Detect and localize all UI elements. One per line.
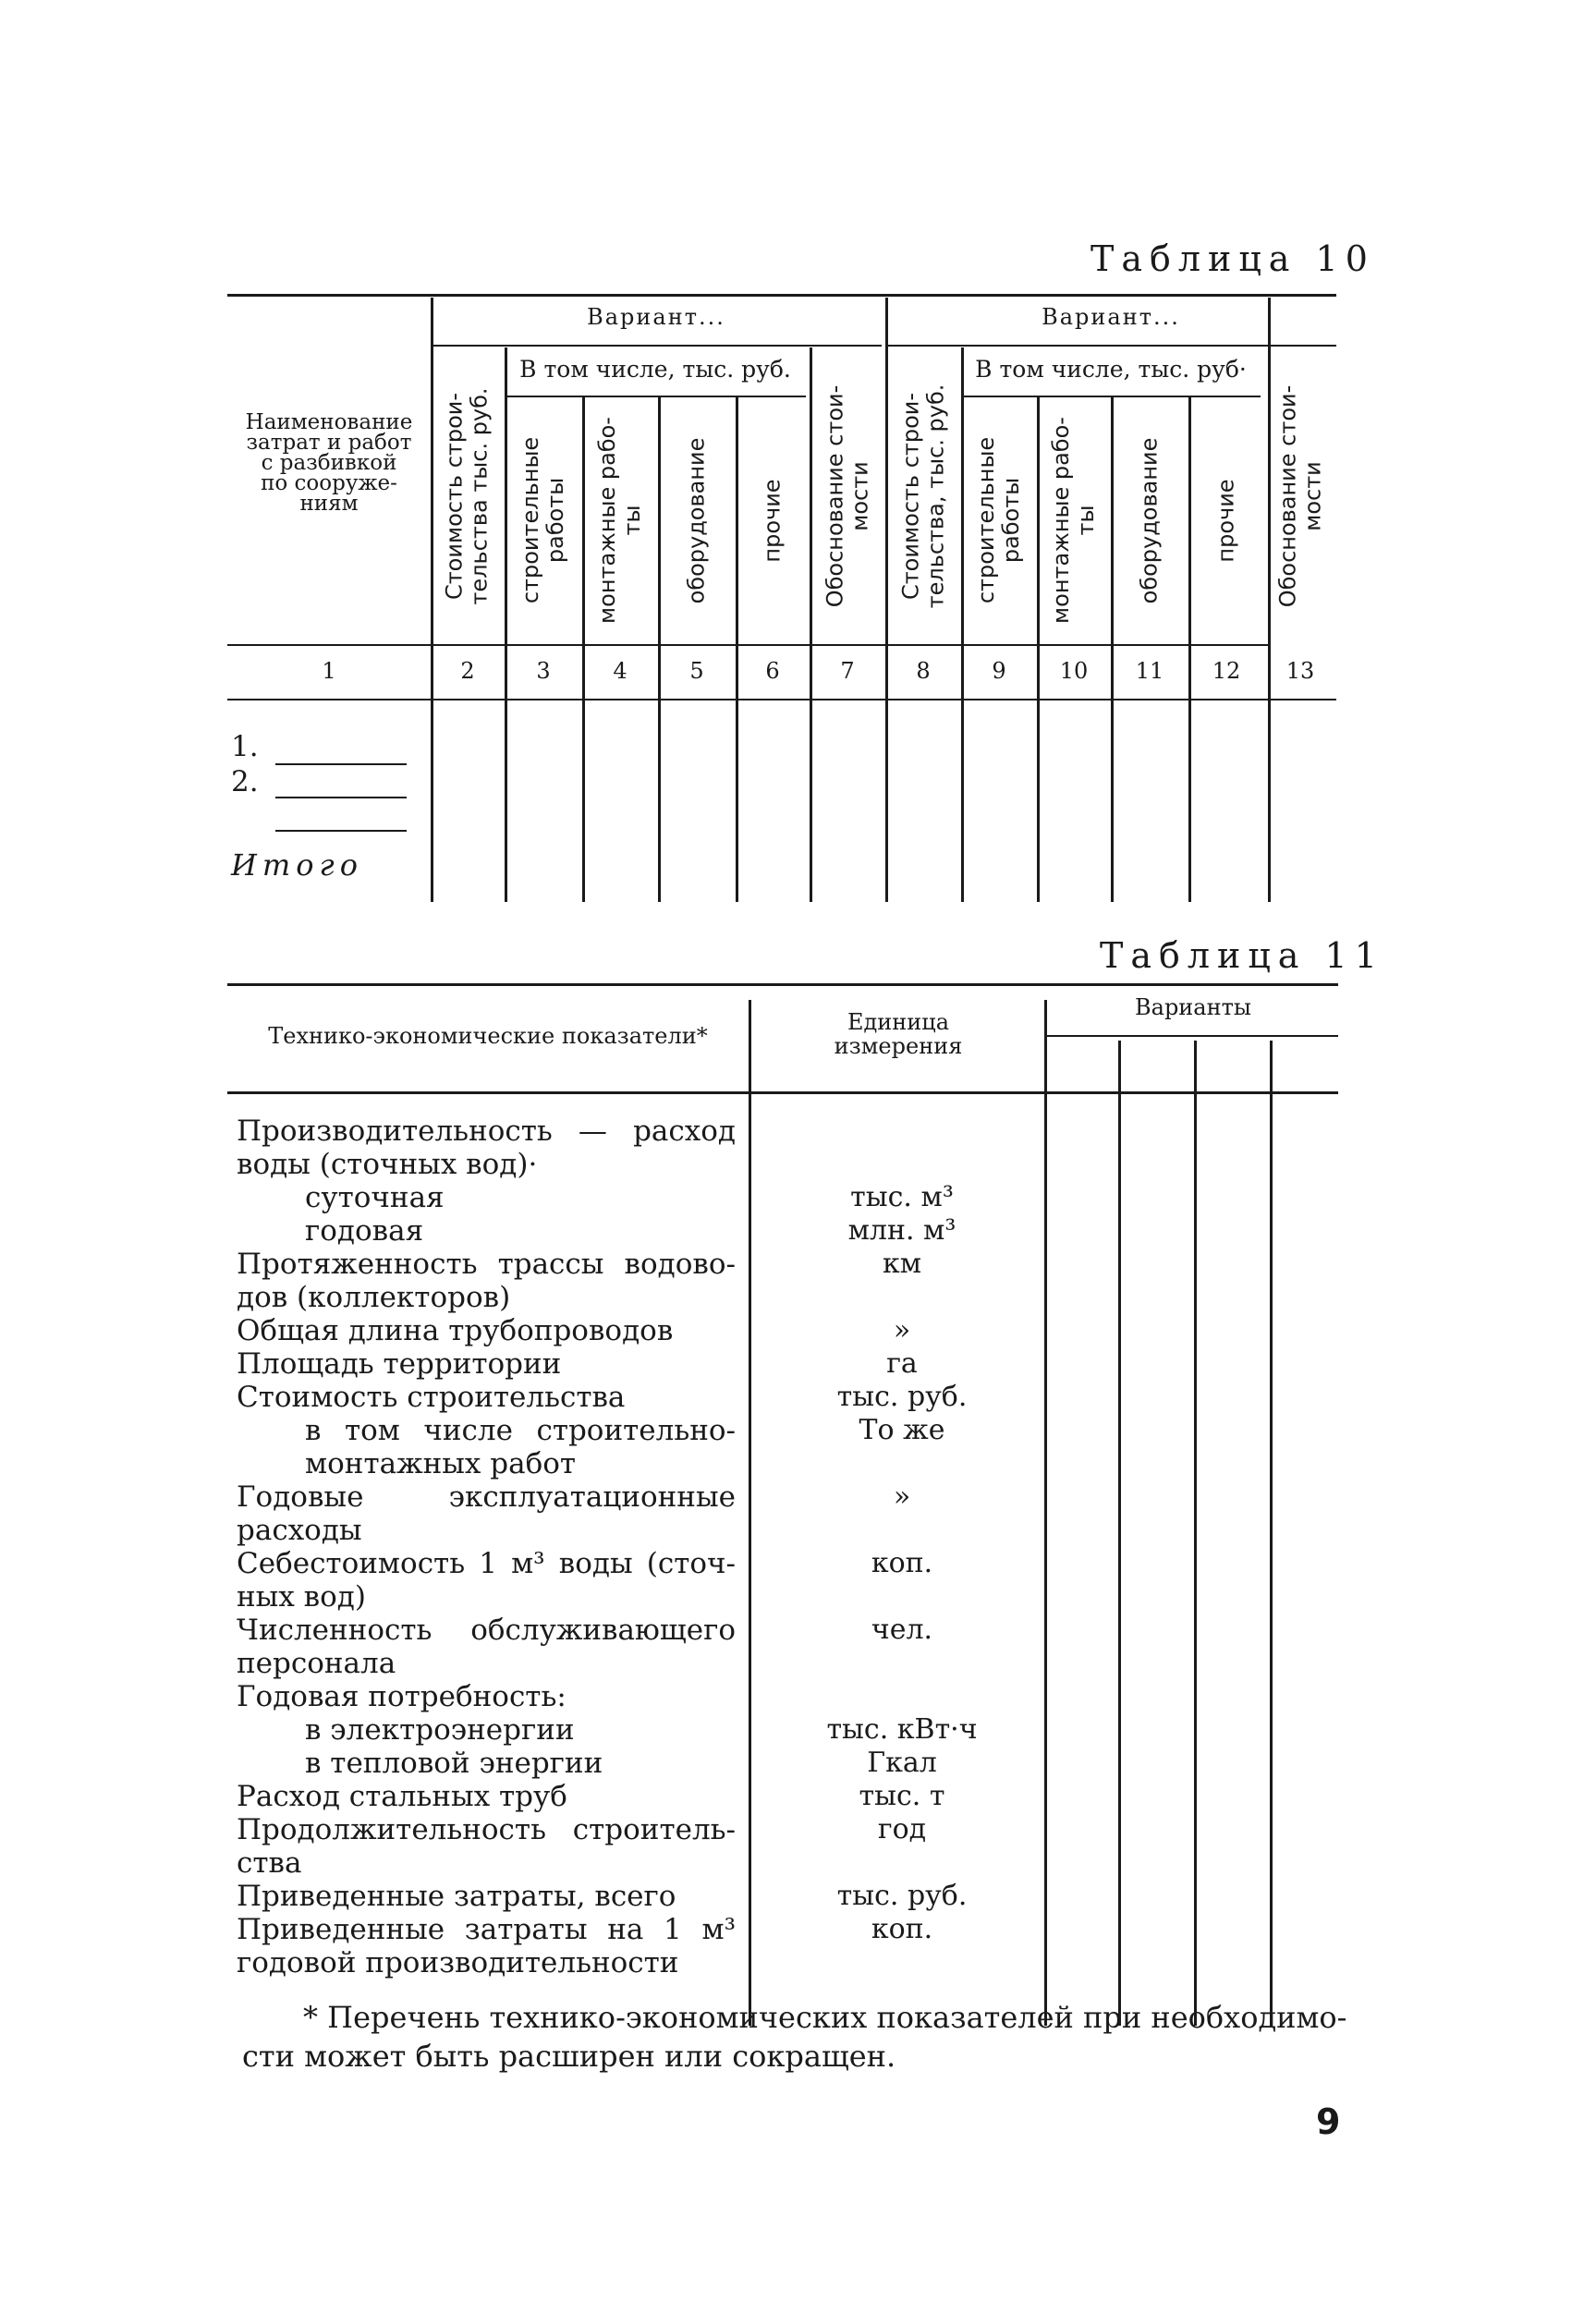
t11-unit-text: То же [859,1414,945,1446]
t10-col-header-line: мости [1299,461,1326,531]
t10-col-header-5 [658,399,736,641]
t10-name-header [227,412,431,514]
footnote-line: сти может быть расширен или сокращен. [242,2039,896,2074]
t10-col-header-line: Стоимость строи- [442,392,469,601]
t11-indicator-text: расходы [237,1514,362,1547]
t11-header-bottom-rule [227,1091,1338,1094]
t10-col-header-13 [1264,351,1336,641]
t11-indicator-text: Расход стальных труб [237,1780,567,1813]
t11-vline-v1 [1118,1041,1121,2026]
t10-col-header-line: строительные [518,436,544,604]
t10-col-header-line: монтажные рабо- [594,417,621,624]
t10-col-number: 10 [1059,658,1089,684]
footnote [242,1998,1347,2076]
t10-vline [582,397,585,902]
t10-top-rule [227,294,1336,297]
t11-unit-text: тыс. т [859,1780,945,1812]
t11-indicator-text: в электроэнергии [305,1713,575,1747]
t10-col-header-line: работы [542,477,569,564]
t11-unit-text: тыс. кВт·ч [826,1713,978,1746]
t11-vline-v2 [1194,1041,1197,2026]
t10-vline [658,397,661,902]
t10-incl1-rule [505,396,806,397]
t11-indicator-text: Площадь территории [237,1347,562,1381]
t11-unit-text: тыс. м³ [850,1181,954,1213]
name-header-line: затрат и работ [246,431,412,455]
t11-indicator-text: Приведенные затраты, всего [237,1880,676,1913]
t10-col-header-line: тельства, тыс. руб. [922,384,949,609]
t11-unit-text: коп. [871,1547,933,1579]
t10-col-header-3 [505,399,582,641]
t11-variants-rule [1044,1035,1338,1037]
t10-col-number: 8 [916,658,931,684]
t11-indicator-text: Стоимость строительства [237,1381,626,1414]
t10-col-header-2 [431,351,505,641]
table-11-title: Таблица 11 [1100,935,1384,976]
unit-header-line: Единица [847,1009,950,1035]
t10-col-header-line: оборудование [1136,437,1163,603]
t10-vline [1037,397,1040,902]
t10-variant-label-1: Вариант... [587,304,725,330]
t10-vline [1268,298,1271,902]
t11-indicator-text: Годовые эксплуатационные [237,1480,736,1514]
t10-col-header-11 [1111,399,1188,641]
t10-col-header-8 [885,351,961,641]
t11-unit-text: км [882,1248,922,1280]
t11-indicator-text: годовой производительности [237,1946,679,1979]
t11-top-rule [227,983,1338,986]
t10-col-header-line: прочие [759,478,786,563]
t10-vline [431,298,433,902]
t11-header-indicators: Технико-экономические показатели* [268,1023,708,1049]
t11-indicator-text: Приведенные затраты на 1 м³ [237,1913,736,1946]
t11-unit-text: » [893,1314,911,1346]
t10-vline [1111,397,1114,902]
t11-indicator-text: Протяженность трассы водово- [237,1248,736,1281]
t11-header-unit [752,1010,1044,1058]
t11-unit-text: тыс. руб. [836,1880,968,1912]
name-header-line: с разбивкой [261,451,397,475]
t10-col-header-line: ты [619,505,646,536]
t11-indicator-text: персонала [237,1647,396,1680]
name-header-line: по сооруже- [261,471,397,495]
t10-vline [810,347,812,902]
t10-row-label-2: 2. [231,765,259,798]
t10-row-blank-2 [275,797,407,798]
t11-unit-text: тыс. руб. [836,1381,968,1413]
t11-indicator-text: в том числе строительно- [305,1414,736,1447]
t11-unit-text: га [886,1347,918,1380]
t11-indicator-text: Себестоимость 1 м³ воды (сточ- [237,1547,736,1580]
t11-unit-text: коп. [871,1913,933,1945]
t10-col-number: 1 [322,658,336,684]
t11-indicator-text: Продолжительность строитель- [237,1813,736,1846]
t10-col-header-line: оборудование [683,437,710,603]
t10-col-header-10 [1037,399,1111,641]
t10-col-header-9 [961,399,1037,641]
t10-col-number: 9 [992,658,1006,684]
t10-col-header-12 [1188,399,1264,641]
table-10-title: Таблица 10 [1090,238,1375,279]
t10-col-header-line: мости [847,461,873,531]
t10-col-header-line: ты [1073,505,1100,536]
t11-unit-text: чел. [871,1614,933,1646]
t10-col-header-line: Обоснование стои- [1274,384,1301,608]
unit-header-line: измерения [834,1033,963,1059]
t11-indicator-text: в тепловой энергии [305,1747,603,1780]
t11-indicator-text: Численность обслуживающего [237,1614,736,1647]
t10-row-blank-1 [275,763,407,765]
t10-col-header-4 [582,399,658,641]
name-header-line: Наименование [245,410,413,434]
page-number: 9 [1316,2101,1341,2142]
t10-variant1-rule [431,345,882,347]
name-header-line: ниям [299,492,359,516]
t11-header-variants: Варианты [1135,994,1251,1020]
t10-col-header-line: прочие [1212,478,1239,563]
t10-including-label-2: В том числе, тыс. руб· [975,356,1247,383]
t11-unit-text: Гкал [867,1747,937,1779]
t10-col-header-line: работы [998,477,1025,564]
t10-including-label-1: В том числе, тыс. руб. [519,356,791,383]
t10-vline [736,397,738,902]
t10-col-number: 6 [765,658,780,684]
t10-numbers-bottom-rule [227,699,1336,700]
t10-vline [505,347,507,902]
t10-col-number: 12 [1212,658,1241,684]
t11-indicator-text: годовая [305,1214,424,1248]
t10-col-number: 4 [613,658,627,684]
t10-col-number: 3 [536,658,551,684]
t11-vline-unit [1044,1000,1047,2026]
t11-unit-text: » [893,1480,911,1513]
t10-col-number: 13 [1285,658,1315,684]
t10-total-label: Итого [231,847,363,883]
t11-indicator-text: ства [237,1846,302,1880]
t11-unit-text: год [877,1813,927,1845]
t10-col-number: 2 [460,658,475,684]
t11-indicator-text: Общая длина трубопроводов [237,1314,674,1347]
t10-vline [885,298,888,902]
t11-indicator-text: воды (сточных вод)· [237,1148,538,1181]
t11-indicator-text: суточная [305,1181,445,1214]
t10-variant-label-2: Вариант... [1042,304,1180,330]
t11-indicator-text: Производительность — расход [237,1114,736,1148]
t10-row-blank-3 [275,830,407,832]
t10-col-header-7 [810,351,885,641]
t11-indicator-text: дов (коллекторов) [237,1281,511,1314]
t11-unit-text: млн. м³ [847,1214,956,1247]
t10-vline [1188,397,1191,902]
t11-vline-v3 [1270,1041,1273,2026]
t10-col-number: 5 [689,658,704,684]
t10-col-header-line: строительные [973,436,1000,604]
t11-indicator-text: монтажных работ [305,1447,577,1480]
footnote-line: * Перечень технико-экономических показателей при необходимо- [303,2000,1347,2035]
t11-indicator-text: Годовая потребность: [237,1680,567,1713]
t10-col-header-6 [736,399,810,641]
t11-indicator-text: ных вод) [237,1580,366,1614]
t10-col-header-line: Стоимость строи- [897,392,924,601]
t10-row-label-1: 1. [231,730,259,763]
t10-col-number: 7 [840,658,855,684]
t10-col-header-line: тельства тыс. руб. [467,387,493,605]
t10-col-header-line: Обоснование стои- [822,384,848,608]
t10-vline [961,347,964,902]
t10-col-number: 11 [1135,658,1164,684]
t10-col-header-line: монтажные рабо- [1048,417,1075,624]
t11-vline-name [749,1000,751,2026]
